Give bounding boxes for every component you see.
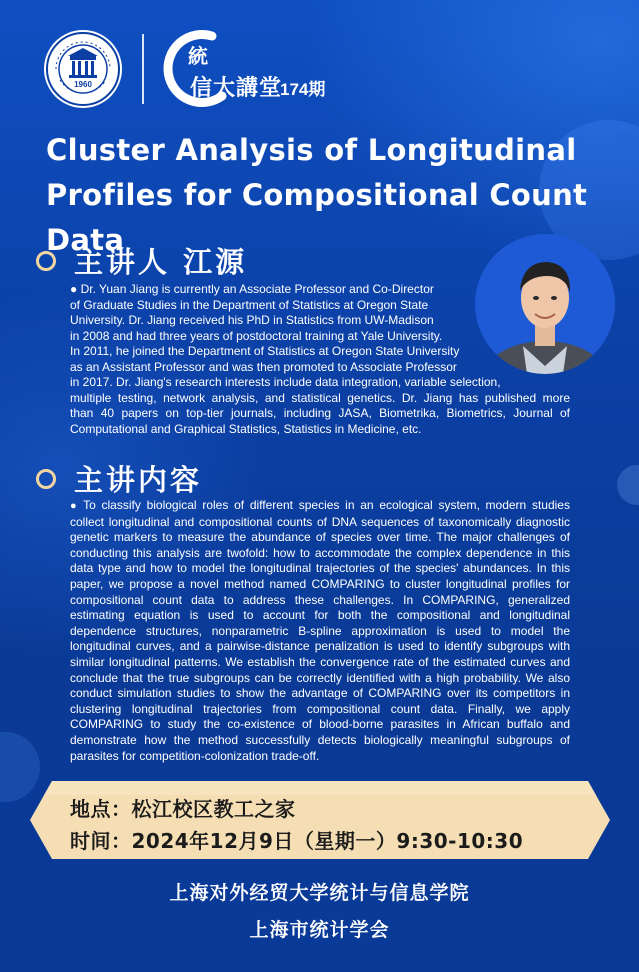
seal-year: 1960 — [74, 80, 92, 89]
event-location: 地点：松江校区教工之家 — [70, 797, 296, 821]
lecture-series-logo — [160, 26, 330, 112]
bio-line: in 2017. Dr. Jiang's research interests include data integration, variable selection, — [70, 375, 501, 389]
bio-line: of Graduate Studies in the Department of Statistics at Oregon State — [70, 297, 429, 312]
talk-abstract — [70, 498, 570, 764]
bio-line: in 2008 and had three years of postdoctoral training at Yale University. — [70, 328, 443, 343]
bullet-icon: ● — [70, 500, 80, 512]
university-seal-logo — [42, 28, 124, 110]
organizer-society: 上海市统计学会 — [249, 919, 390, 941]
speaker-bio — [70, 282, 570, 437]
event-info-banner — [30, 781, 610, 859]
series-number: 174期 — [280, 80, 326, 99]
bio-line: ● Dr. Yuan Jiang is currently an Associate Professor and Co-Director — [70, 282, 434, 296]
abstract-text: To classify biological roles of different species in an ecological system, modern studies collect longitudinal and compositional counts of DNA sequences of taxonomically diagnostic genetic markers to measure the abundance of species over time. The major challenges of conducting this analysis are twofold: how to accommodate the complex dependence in this data type and how to model the longitudinal trajectories of the species' abundances. In this paper, we propose a novel method named COMPARING to cluster longitudinal profiles for compositional count data to address these challenges. In COMPARING, generalized estimating equation is used to account for both the compositional and longitudinal dependence structures, nonparametric B-spline approximation is used to model the longitudinal curves, and a pairwise-distance penalization is used to identify subgroups with similar longitudinal patterns. We establish the convergence rate of the estimated curves and conclude that the true subgroups can be correctly identified with a high probability. We also conduct simulation studies to show the advantage of COMPARING over its competitors in clustering longitudinal trajectories from compositional count data. Finally, we apply COMPARING to study the co-existence of blood-borne parasites in African buffalo and demonstrate how the method successfully detects biologically meaningful subgroups of parasites for competition-colonization trade-off. — [70, 498, 570, 763]
bio-line: In 2011, he joined the Department of Statistics at Oregon State University — [70, 344, 460, 358]
series-name: 信大講堂 — [190, 76, 283, 101]
bio-line: University. Dr. Jiang received his PhD in Statistics from UW-Madison — [70, 313, 434, 327]
bio-line: than 40 papers on top-tier journals, including JASA, Biometrika, Biometrics, Journal of — [70, 406, 570, 420]
logo-divider — [142, 34, 144, 104]
ring-bullet-icon — [36, 469, 56, 489]
content-heading — [36, 458, 202, 499]
decor-circle — [617, 465, 639, 505]
talk-title: Cluster Analysis of Longitudinal Profiles for Compositional Count Data — [46, 133, 588, 257]
bio-line: as an Assistant Professor and was then promoted to Associate Professor — [70, 359, 457, 374]
event-time: 时间：2024年12月9日（星期一）9:30-10:30 — [70, 829, 524, 853]
bio-line: Computational and Graphical Statistics, Statistics in Medicine, etc. — [70, 421, 422, 436]
ring-bullet-icon — [36, 251, 56, 271]
bio-line: multiple testing, network analysis, and statistical genetics. Dr. Jiang has published more — [70, 390, 570, 405]
speaker-heading — [36, 240, 247, 281]
organizer-school: 上海对外经贸大学统计与信息学院 — [169, 882, 470, 904]
series-top-glyph: 統 — [188, 44, 208, 68]
content-heading-text: 主讲内容 — [74, 463, 203, 497]
speaker-heading-text: 主讲人 江源 — [74, 245, 248, 279]
